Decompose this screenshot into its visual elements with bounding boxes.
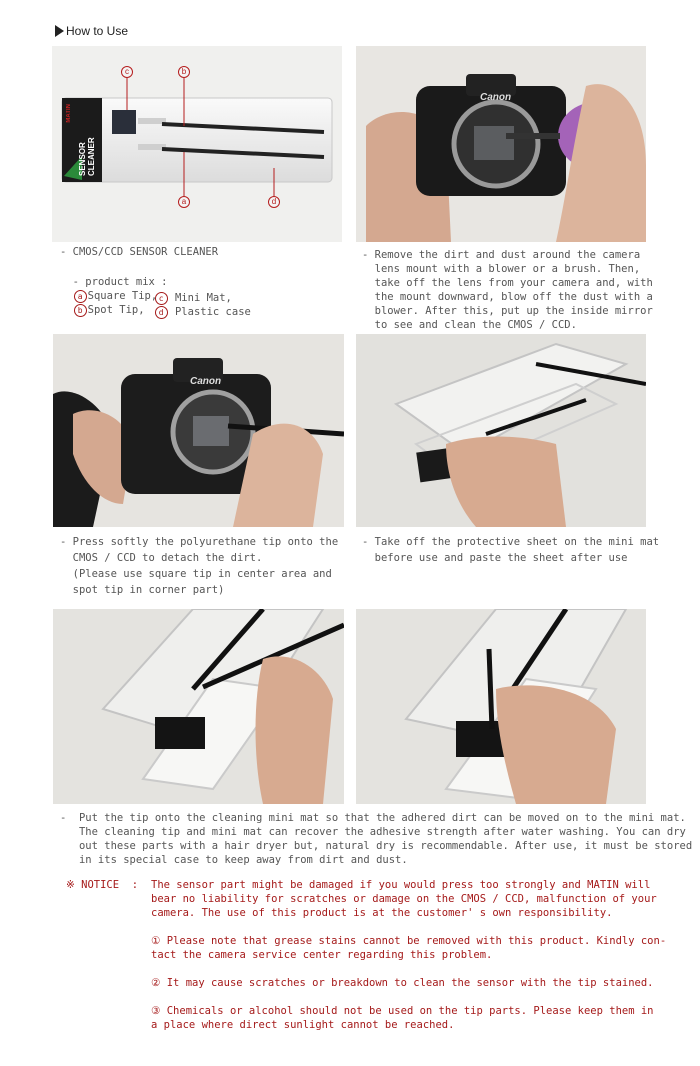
- notice-item-3: ③ Chemicals or alcohol should not be used on the tip parts. Please keep them in a place where direct sunlight cannot be reached.: [151, 1005, 654, 1031]
- product-package-photo: [52, 46, 342, 242]
- mini-mat-instructions: - Put the tip onto the cleaning mini mat so that the adhered dirt can be moved on to the mini mat. The cleaning tip and mini mat can recover the adhesive strength after water washing. You can dry out these parts with a hair dryer but, natural dry is recommendable. After use, it must be stored in its special case to keep away from dirt and dust.: [60, 812, 693, 866]
- circle-c-icon: c: [155, 292, 168, 305]
- camera-brand-2: Canon: [190, 376, 222, 387]
- circle-b-icon: b: [74, 304, 87, 317]
- marker-d: d: [268, 196, 280, 208]
- notice-item-1: ① Please note that grease stains cannot be removed with this product. Kindly con- tact the camera service center regarding this problem.: [151, 935, 667, 961]
- protective-sheet-instructions: - Take off the protective sheet on the mini mat before use and paste the sheet after use: [362, 536, 660, 564]
- product-mix-prefix: - product mix :: [72, 276, 168, 288]
- tip-on-sensor-photo: [53, 334, 344, 527]
- notice-body: The sensor part might be damaged if you would press too strongly and MATIN will bear no liability for scratches or damage on the CMOS / CCD, malfunction of your camera. The use of this product is at the customer' s own responsibility.: [151, 879, 657, 919]
- tip-on-mat-photo: [53, 609, 344, 804]
- product-line-1: - CMOS/CCD SENSOR CLEANER: [60, 246, 219, 258]
- marker-a: a: [178, 196, 190, 208]
- plastic-case-label: Plastic case: [174, 306, 251, 318]
- package-label: SENSOR CLEANER: [78, 137, 96, 176]
- blower-instructions: - Remove the dirt and dust around the camera lens mount with a blower or a brush. Then, take off the lens from your camera and, with the mount downward, blow off the dust with a blower. After this, put up the inside mirror to see and clean the CMOS / CCD.: [362, 249, 653, 331]
- camera-blower-photo: [356, 46, 646, 242]
- product-mix-line-2: [141, 277, 251, 319]
- camera-brand: Canon: [480, 92, 512, 103]
- brand-label: MATIN: [66, 104, 72, 123]
- section-title: How to Use: [66, 24, 129, 38]
- triangle-bullet-icon: [55, 25, 64, 37]
- section-header: [55, 24, 128, 38]
- tip-pressed-mat-photo: [356, 609, 646, 804]
- circle-a-icon: a: [74, 290, 87, 303]
- circle-d-icon: d: [155, 306, 168, 319]
- marker-b: b: [178, 66, 190, 78]
- marker-c: c: [121, 66, 133, 78]
- press-tip-instructions: - Press softly the polyurethane tip onto the CMOS / CCD to detach the dirt. (Please use square tip in center area and spot tip in corner part): [60, 536, 339, 596]
- notice-label: ※ NOTICE :: [66, 879, 139, 891]
- notice-item-2: ② It may cause scratches or breakdown to clean the sensor with the tip stained.: [151, 977, 654, 989]
- mini-mat-sheet-photo: [356, 334, 646, 527]
- spot-tip-label: Spot Tip,: [87, 304, 145, 316]
- square-tip-label: Square Tip,: [87, 290, 158, 302]
- mini-mat-label: Mini Mat,: [174, 292, 232, 304]
